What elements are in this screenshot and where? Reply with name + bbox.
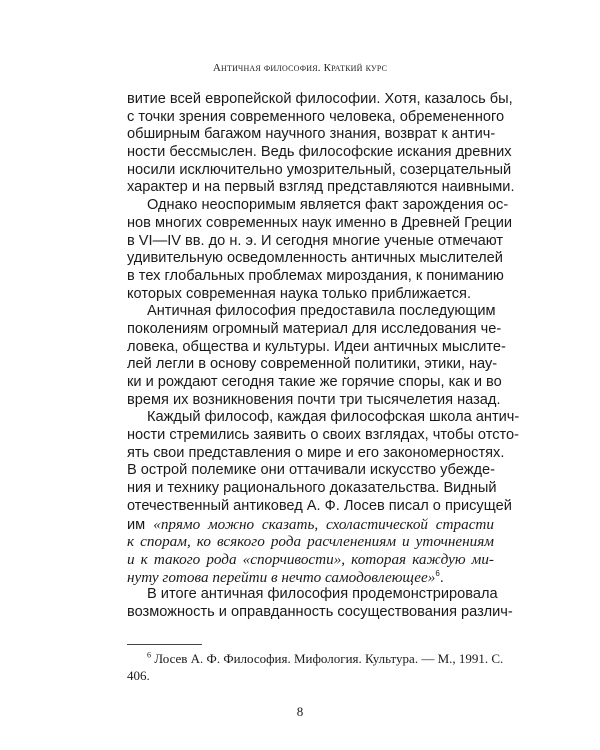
text-line: витие всей европейской философии. Хотя, казалось бы, xyxy=(127,91,513,107)
text-line: отечественный антиковед А. Ф. Лосев писал о присущей xyxy=(127,497,512,514)
quote-line xyxy=(127,569,494,587)
quote-text: нуту готова перейти в нечто самодовлеющее» xyxy=(127,568,436,586)
text-line: Однако неоспоримым является факт зарождения ос- xyxy=(147,197,509,214)
page-body xyxy=(127,91,520,622)
text-line: ки и рождают сегодня такие же горячие споры, как и во xyxy=(127,374,502,390)
text-line: с точки зрения современного человека, обремененного xyxy=(127,108,505,125)
footnote-divider xyxy=(127,644,202,645)
text-line: ния и технику рационального доказательства. Видный xyxy=(127,480,497,497)
text-segment: . xyxy=(439,569,444,586)
text-line: В острой полемике они оттачивали искусство убежде- xyxy=(127,462,495,479)
footnote-line: 406. xyxy=(127,668,150,683)
text-line: которых современная наука только приближается. xyxy=(127,285,472,302)
text-line: удивительную осведомленность античных мыслителей xyxy=(127,250,503,267)
text-line: ности стремились заявить о своих взглядах, чтобы отсто- xyxy=(127,427,520,444)
text-line: возможность и оправданность сосуществования различ- xyxy=(127,603,513,620)
text-line: обширным багажом научного знания, возврат к антич- xyxy=(127,126,496,143)
text-line: нов многих современных наук именно в Древней Греции xyxy=(127,214,513,231)
quote-line: и к такого рода «спорчивости», которая каждую ми- xyxy=(127,550,494,568)
text-line: время их возникновения почти три тысячелетия назад. xyxy=(127,391,501,408)
text-line: характер и на первый взгляд представляются наивными. xyxy=(127,179,515,196)
footnote-line xyxy=(127,650,504,667)
text-line: поколениям огромный материал для исследования че- xyxy=(127,320,502,337)
quote-line: к спорам, ко всякого рода расчленениям и уточнениям xyxy=(127,533,494,551)
text-line: в VI—IV вв. до н. э. И сегодня многие ученые отмечают xyxy=(127,232,504,249)
text-line: ловека, общества и культуры. Идеи античных мыслите- xyxy=(127,338,506,355)
footnote-text: Лосев А. Ф. Философия. Мифология. Культура. — М., 1991. С. xyxy=(154,651,504,666)
text-line: ности бессмыслен. Ведь философские искания древних xyxy=(127,144,512,161)
text-line: ять свои представления о мире и его закономерностях. xyxy=(127,444,505,461)
page-number: 8 xyxy=(296,704,304,719)
footnote-mark: 6 xyxy=(147,650,151,660)
text-line: носили исключительно умозрительный, созерцательный xyxy=(127,161,512,178)
text-line: в тех глобальных проблемах мироздания, к пониманию xyxy=(127,267,504,284)
text-line: Античная философия предоставила последующим xyxy=(147,303,496,320)
running-header: Античная философия. Краткий курс xyxy=(212,62,388,74)
text-segment: им xyxy=(127,516,154,533)
text-line: В итоге античная философия продемонстрировала xyxy=(147,586,498,603)
quote-text: «прямо можно сказать, схоластической страсти xyxy=(153,515,494,533)
text-line xyxy=(127,516,494,534)
text-line: Каждый философ, каждая философская школа антич- xyxy=(147,409,520,426)
footnote-reference[interactable]: 6 xyxy=(435,568,440,578)
footnote xyxy=(127,650,504,684)
text-line: лей легли в основу современной политики, этики, нау- xyxy=(127,356,498,373)
